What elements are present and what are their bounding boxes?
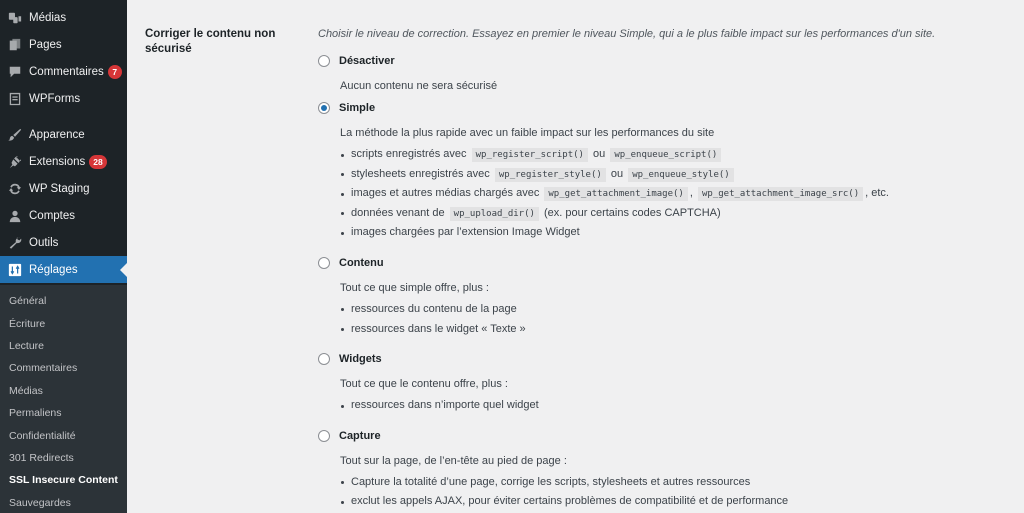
- sidebar-item-label: Médias: [29, 11, 67, 24]
- sidebar-item-pages[interactable]: [0, 31, 127, 58]
- submenu-item-301-redirects[interactable]: 301 Redirects: [9, 451, 74, 464]
- option-intro: Aucun contenu ne sera sécurisé: [340, 80, 498, 92]
- radio-content[interactable]: [318, 254, 1024, 272]
- list-item: ressources du contenu de la page: [340, 300, 1024, 320]
- submenu-item-discussion[interactable]: Commentaires: [9, 362, 78, 375]
- radio-widgets-control[interactable]: [318, 353, 330, 365]
- submenu-item-media[interactable]: Médias: [9, 384, 43, 397]
- list-item: [340, 145, 1024, 165]
- bullet-text: scripts enregistrés avec: [351, 148, 467, 160]
- bullet-text: ou: [593, 148, 606, 160]
- bullet-text: images chargées par l’extension Image Widget: [351, 226, 580, 239]
- fix-level-field: [318, 28, 1024, 513]
- radio-capture[interactable]: [318, 427, 1024, 445]
- sidebar-item-label: Outils: [29, 236, 59, 249]
- settings-submenu: [0, 285, 127, 513]
- field-label-fix-insecure-content: Corriger le contenu non sécurisé: [145, 28, 276, 55]
- option-label: Widgets: [339, 353, 382, 366]
- sidebar-item-label: Réglages: [29, 263, 78, 276]
- option-intro: Tout ce que simple offre, plus :: [340, 281, 489, 294]
- option-label: Contenu: [339, 256, 384, 269]
- code-snippet: wp_get_attachment_image_src(): [698, 187, 863, 201]
- option-bullets: [340, 145, 1024, 243]
- code-snippet: wp_register_script(): [472, 148, 588, 162]
- option-intro: La méthode la plus rapide avec un faible impact sur les performances du site: [340, 127, 715, 139]
- option-label: Désactiver: [339, 55, 395, 67]
- option-description: [340, 79, 1024, 93]
- sidebar-item-label: Commentaires: [29, 65, 104, 78]
- bullet-text: (ex. pour certains codes CAPTCHA): [544, 206, 721, 219]
- sidebar-item-label: Pages: [29, 38, 62, 51]
- bullet-text: données venant de: [351, 206, 445, 219]
- radio-capture-control[interactable]: [318, 430, 330, 442]
- appearance-icon: [8, 128, 22, 142]
- list-item: [340, 184, 1024, 204]
- option-simple: [318, 99, 1024, 243]
- sidebar-item-comments[interactable]: [0, 58, 127, 85]
- submenu-item-backups[interactable]: Sauvegardes: [9, 496, 71, 509]
- radio-simple[interactable]: [318, 99, 1024, 117]
- option-bullets: [340, 396, 1024, 416]
- sidebar-item-label: Comptes: [29, 209, 76, 222]
- users-icon: [8, 209, 22, 223]
- admin-sidebar: [0, 0, 127, 513]
- sidebar-item-wpforms[interactable]: [0, 85, 127, 112]
- option-description: [340, 126, 1024, 243]
- bullet-text: ou: [610, 167, 624, 180]
- field-description: Choisir le niveau de correction. Essayez en premier le niveau Simple, qui a le plus faible impact sur les performances d'un site.: [318, 28, 936, 40]
- sidebar-item-tools[interactable]: [0, 229, 127, 256]
- bullet-text: stylesheets enregistrés avec: [351, 167, 490, 180]
- option-intro: Tout sur la page, de l’en-tête au pied de page :: [340, 454, 567, 467]
- sidebar-item-plugins[interactable]: [0, 148, 127, 175]
- submenu-item-privacy[interactable]: Confidentialité: [9, 429, 76, 442]
- submenu-item-reading[interactable]: Lecture: [9, 339, 45, 352]
- code-snippet: wp_enqueue_style(): [628, 168, 734, 182]
- submenu-item-permalinks[interactable]: Permaliens: [9, 407, 62, 420]
- sidebar-item-label: Apparence: [29, 128, 85, 141]
- submenu-item-ssl-insecure-content[interactable]: SSL Insecure Content: [9, 474, 118, 487]
- option-widgets: [318, 350, 1024, 416]
- sidebar-item-users[interactable]: [0, 202, 127, 229]
- option-content: [318, 254, 1024, 339]
- sidebar-item-settings[interactable]: [0, 256, 127, 283]
- option-description: [340, 454, 1024, 512]
- code-snippet: wp_upload_dir(): [450, 207, 539, 221]
- menu-separator: [0, 112, 127, 121]
- list-item: [340, 204, 1024, 224]
- code-snippet: wp_enqueue_script(): [610, 148, 721, 162]
- admin-menu: [0, 0, 127, 283]
- list-item: ressources dans le widget « Texte »: [340, 320, 1024, 340]
- radio-disable[interactable]: [318, 52, 1024, 70]
- settings-main: [127, 0, 1024, 513]
- list-item: exclut les appels AJAX, pour éviter certains problèmes de compatibilité et de performance: [340, 492, 1024, 512]
- sidebar-item-wp-staging[interactable]: [0, 175, 127, 202]
- option-capture: [318, 427, 1024, 512]
- radio-widgets[interactable]: [318, 350, 1024, 368]
- bullet-text: , etc.: [865, 187, 889, 200]
- sidebar-item-medias[interactable]: [0, 4, 127, 31]
- sidebar-item-label: WPForms: [29, 92, 81, 105]
- pages-icon: [8, 38, 22, 52]
- media-icon: [8, 11, 22, 25]
- comments-icon: [8, 65, 22, 79]
- sidebar-item-label: WP Staging: [29, 182, 90, 195]
- wpforms-icon: [8, 92, 22, 106]
- option-label: Capture: [339, 429, 381, 442]
- bullet-text: images et autres médias chargés avec: [351, 187, 540, 200]
- option-label: Simple: [339, 102, 376, 114]
- option-intro: Tout ce que le contenu offre, plus :: [340, 378, 508, 391]
- option-disable: [318, 52, 1024, 93]
- radio-simple-control[interactable]: [318, 102, 330, 114]
- list-item: [340, 165, 1024, 185]
- refresh-icon: [8, 182, 22, 196]
- radio-content-control[interactable]: [318, 257, 330, 269]
- bullet-text: ,: [689, 187, 693, 200]
- option-description: [340, 377, 1024, 416]
- code-snippet: wp_register_style(): [495, 168, 606, 182]
- plugins-icon: [8, 155, 22, 169]
- tools-icon: [8, 236, 22, 250]
- sidebar-item-label: Extensions: [29, 155, 86, 168]
- radio-disable-control[interactable]: [318, 55, 330, 67]
- comments-count-badge: 7: [108, 65, 122, 79]
- code-snippet: wp_get_attachment_image(): [544, 187, 687, 201]
- list-item: ressources dans n’importe quel widget: [340, 396, 1024, 416]
- settings-icon: [8, 263, 22, 277]
- list-item: Capture la totalité d’une page, corrige les scripts, stylesheets et autres ressources: [340, 473, 1024, 493]
- sidebar-item-appearance[interactable]: [0, 121, 127, 148]
- submenu-item-general[interactable]: Général: [9, 295, 47, 308]
- submenu-item-writing[interactable]: Écriture: [9, 317, 46, 330]
- option-description: [340, 281, 1024, 339]
- plugins-update-badge: 28: [89, 155, 106, 169]
- option-bullets: [340, 473, 1024, 512]
- list-item: [340, 223, 1024, 243]
- option-bullets: [340, 300, 1024, 339]
